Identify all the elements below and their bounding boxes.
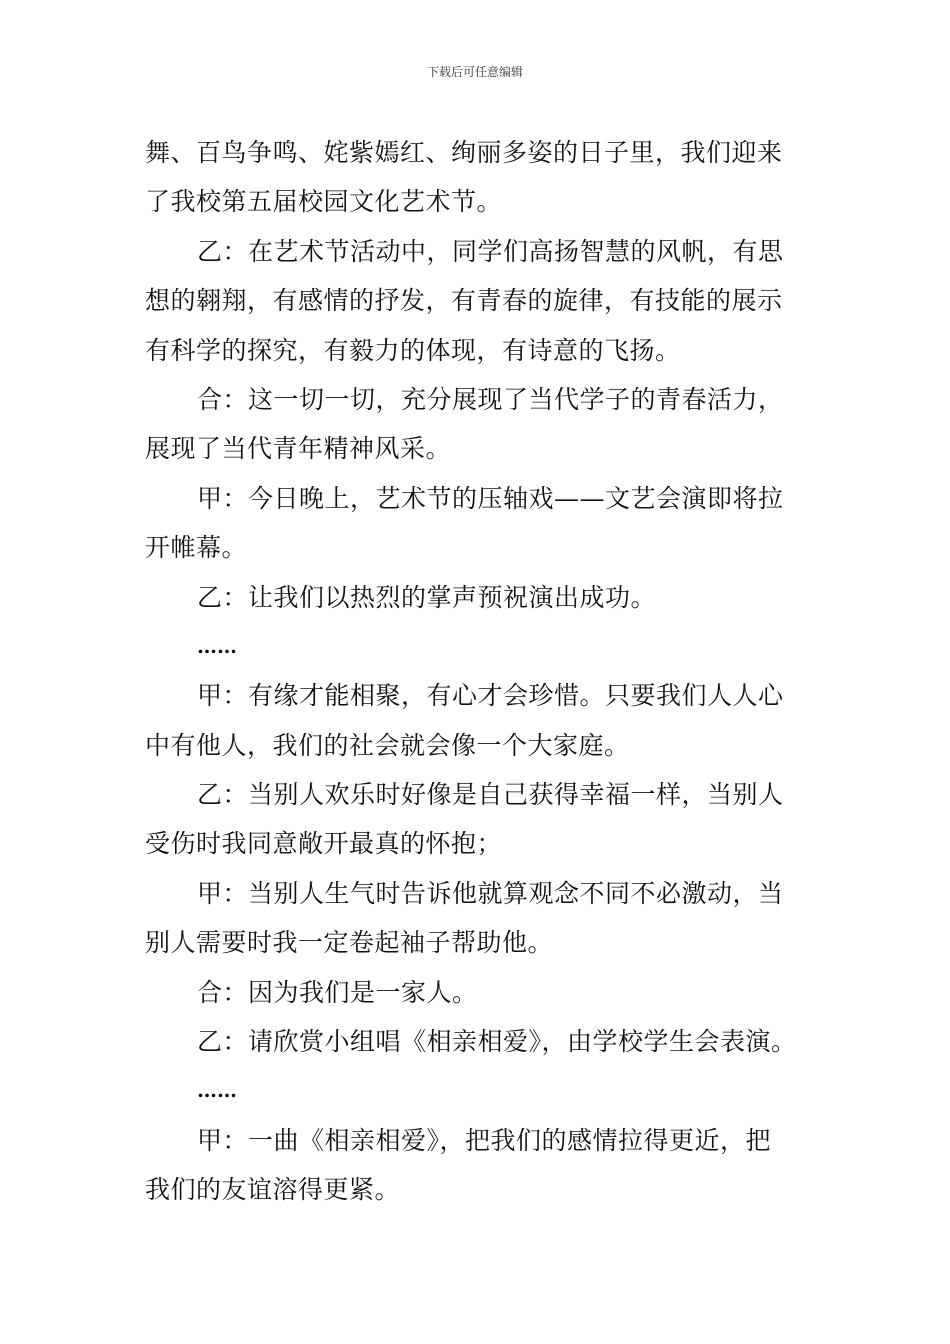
text-line: 乙：在艺术节活动中，同学们高扬智慧的风帆，有思 <box>197 236 784 266</box>
text-line: 合：因为我们是一家人。 <box>197 977 478 1007</box>
text-line: 舞、百鸟争鸣、姹紫嫣红、绚丽多姿的日子里，我们迎来 <box>145 138 783 167</box>
text-line: 甲：今日晚上，艺术节的压轴戏——文艺会演即将拉 <box>197 483 784 513</box>
ellipsis-line: …… <box>197 1078 237 1103</box>
text-line: 甲：一曲《相亲相爱》，把我们的感情拉得更近，把 <box>197 1125 772 1155</box>
text-line: 中有他人，我们的社会就会像一个大家庭。 <box>145 730 630 760</box>
text-line: 展现了当代青年精神风采。 <box>145 434 452 464</box>
text-line: 甲：有缘才能相聚，有心才会珍惜。只要我们人人心 <box>197 681 784 711</box>
text-line: 开帷幕。 <box>145 533 248 563</box>
text-line: 合：这一切一切，充分展现了当代学子的青春活力， <box>197 384 784 414</box>
text-line: 有科学的探究，有毅力的体现，有诗意的飞扬。 <box>145 335 681 365</box>
text-line: 想的翱翔，有感情的抒发，有青春的旋律，有技能的展示 <box>145 286 783 316</box>
document-body <box>145 128 809 1215</box>
ellipsis-line: …… <box>197 633 237 658</box>
text-line: 乙：让我们以热烈的掌声预祝演出成功。 <box>197 582 657 612</box>
text-line: 乙：当别人欢乐时好像是自己获得幸福一样，当别人 <box>197 780 784 810</box>
text-line: 我们的友谊溶得更紧。 <box>145 1175 401 1205</box>
text-line: 受伤时我同意敞开最真的怀抱； <box>145 829 503 859</box>
text-line: 乙：请欣赏小组唱《相亲相爱》，由学校学生会表演。 <box>197 1027 797 1057</box>
text-line: 甲：当别人生气时告诉他就算观念不同不必激动，当 <box>197 878 784 908</box>
page-header: 下载后可任意编辑 <box>426 65 523 79</box>
text-line: 别人需要时我一定卷起袖子帮助他。 <box>145 928 554 958</box>
text-line: 了我校第五届校园文化艺术节。 <box>145 187 503 217</box>
